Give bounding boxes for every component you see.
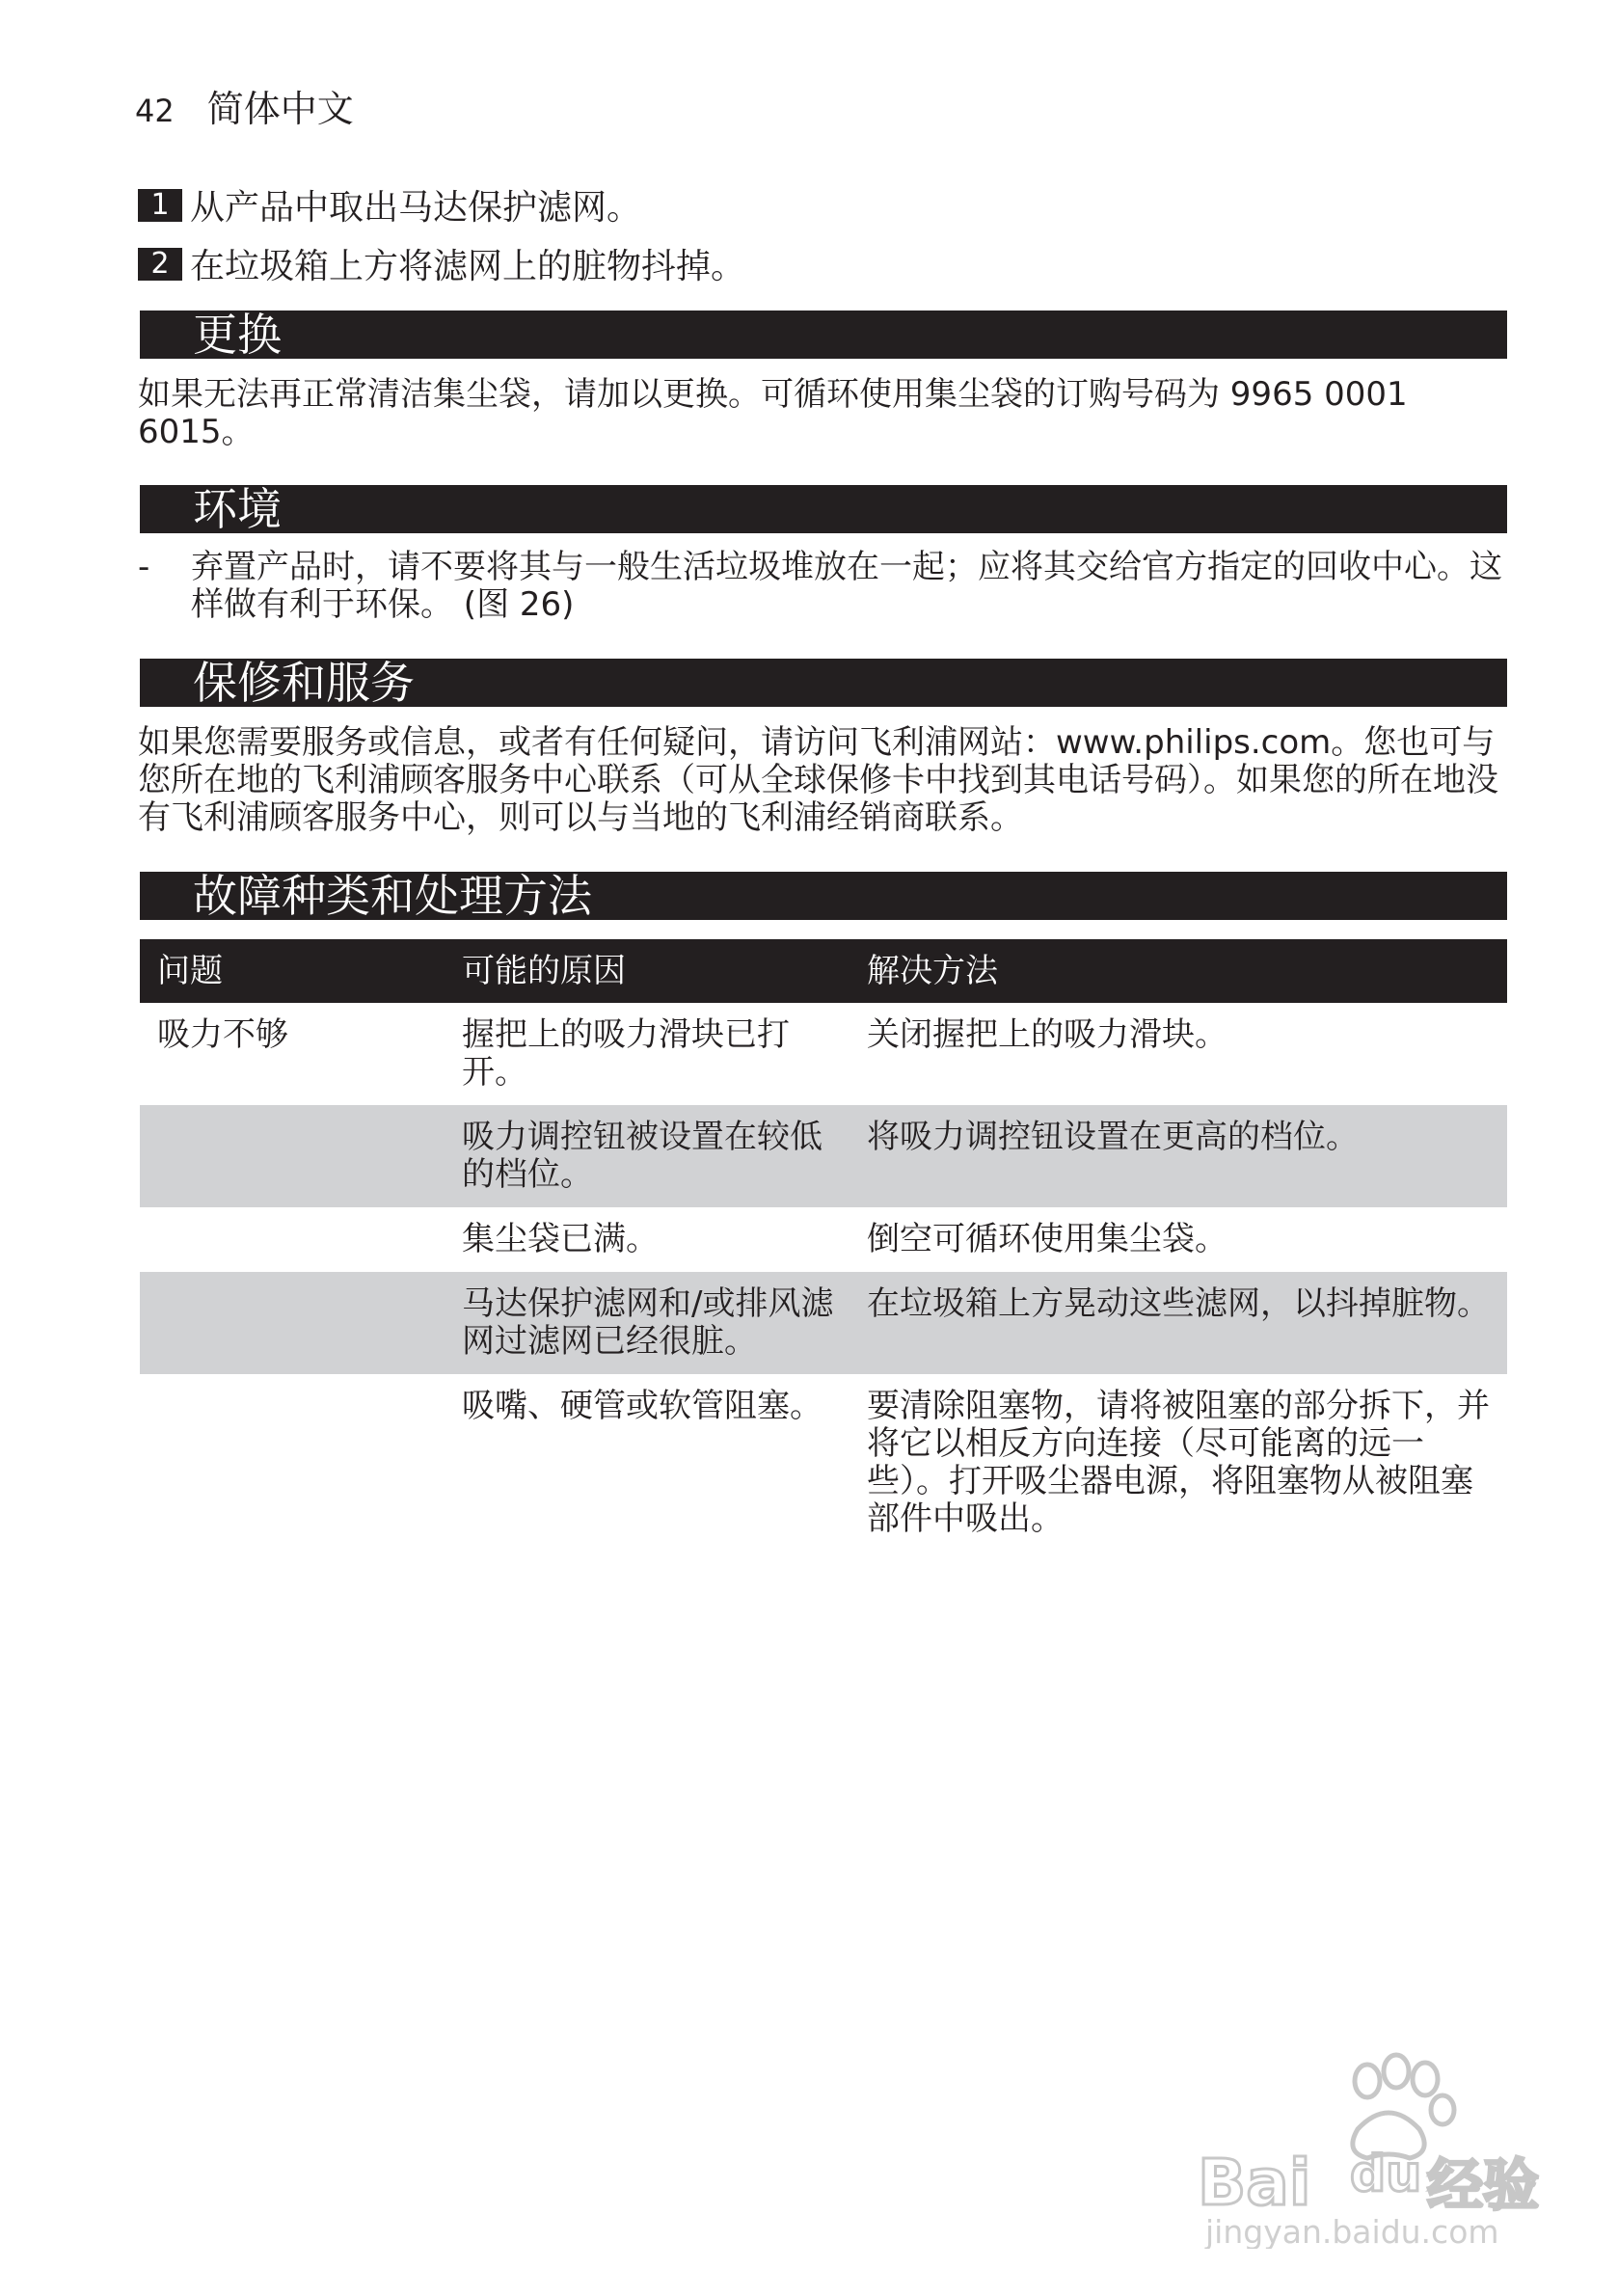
cell-cause: 吸力调控钮被设置在较低的档位。 (445, 1105, 849, 1207)
bullet-mark: - (138, 548, 150, 586)
step-number: 2 (138, 248, 182, 281)
step-number: 1 (138, 189, 182, 222)
replace-paragraph: 如果无法再正常清洁集尘袋，请加以更换。可循环使用集尘袋的订购号码为 9965 0001 6015。 (138, 375, 1408, 451)
bullet-text: 弃置产品时，请不要将其与一般生活垃圾堆放在一起；应将其交给官方指定的回收中心。这样做有利于环保。 (图 26) (191, 548, 1502, 624)
watermark-brand-du: du (1350, 2146, 1422, 2203)
step-2 (138, 239, 745, 288)
language-label: 简体中文 (206, 88, 354, 130)
watermark-url: jingyan.baidu.com (1205, 2213, 1499, 2249)
table-row (140, 1207, 1507, 1272)
paw-logo-icon (1196, 2046, 1562, 2249)
troubleshooting-table (140, 939, 1507, 1552)
cell-cause: 吸嘴、硬管或软管阻塞。 (462, 1387, 822, 1425)
table-row (140, 1105, 1507, 1207)
cell-problem (140, 1272, 445, 1374)
step-text: 在垃圾箱上方将滤网上的脏物抖掉。 (190, 247, 746, 286)
page-header (135, 79, 354, 132)
table-row (140, 1003, 1507, 1105)
cell-solution: 将吸力调控钮设置在更高的档位。 (849, 1105, 1507, 1207)
section-title-troubleshooting: 故障种类和处理方法 (140, 872, 1507, 920)
header-problem: 问题 (140, 939, 445, 1003)
section-title-service: 保修和服务 (140, 659, 1507, 707)
cell-problem (140, 1374, 445, 1552)
cell-cause: 马达保护滤网和/或排风滤网过滤网已经很脏。 (445, 1272, 849, 1374)
table-row (140, 1374, 1507, 1552)
cell-solution: 在垃圾箱上方晃动这些滤网，以抖掉脏物。 (849, 1272, 1507, 1374)
watermark-suffix: 经验 (1427, 2152, 1540, 2218)
header-solution: 解决方法 (849, 939, 1507, 1003)
step-text: 从产品中取出马达保护滤网。 (190, 188, 642, 228)
section-title-replace: 更换 (140, 311, 1507, 359)
section-title-environment: 环境 (140, 485, 1507, 533)
cell-problem (140, 1207, 445, 1272)
cell-problem: 吸力不够 (157, 1015, 288, 1054)
table-row (140, 1272, 1507, 1374)
cell-solution: 倒空可循环使用集尘袋。 (867, 1220, 1227, 1258)
cell-problem (140, 1105, 445, 1207)
watermark-brand: Bai (1198, 2146, 1311, 2220)
cell-solution: 关闭握把上的吸力滑块。 (867, 1015, 1227, 1054)
cell-cause: 集尘袋已满。 (462, 1220, 659, 1258)
baidu-jingyan-watermark (1196, 2046, 1562, 2249)
cell-solution: 要清除阻塞物，请将被阻塞的部分拆下，并将它以相反方向连接（尽可能离的远一些）。打开吸尘器电源，将阻塞物从被阻塞部件中吸出。 (867, 1387, 1490, 1538)
page-number: 42 (135, 93, 175, 129)
header-cause: 可能的原因 (445, 939, 849, 1003)
step-1 (138, 180, 641, 230)
table-header-row (140, 939, 1507, 1003)
cell-cause: 握把上的吸力滑块已打开。 (462, 1015, 790, 1092)
service-paragraph: 如果您需要服务或信息，或者有任何疑问，请访问飞利浦网站：www.philips.com。您也可与您所在地的飞利浦顾客服务中心联系（可从全球保修卡中找到其电话号码）。如果您的所在地没有飞利浦顾客服务中心，则可以与当地的飞利浦经销商联系。 (138, 723, 1498, 837)
